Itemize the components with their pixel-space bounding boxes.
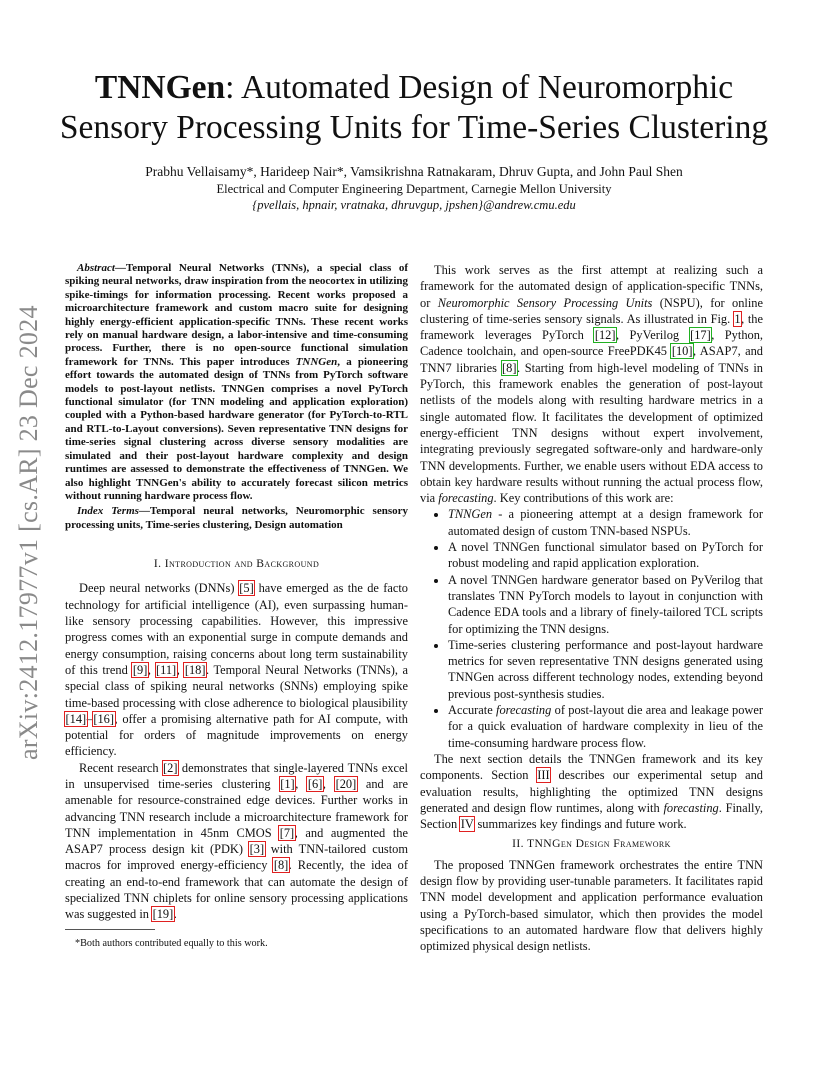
- citation-link[interactable]: [1]: [280, 776, 295, 791]
- text: ,: [295, 776, 308, 791]
- text: , PyVerilog: [615, 328, 690, 343]
- citation-link[interactable]: [11]: [156, 662, 177, 677]
- citation-link[interactable]: [12]: [594, 328, 616, 343]
- author-list: Prabhu Vellaisamy*, Harideep Nair*, Vamsikrishna Ratnakaram, Dhruv Gupta, and John Paul Shen: [145, 164, 683, 179]
- index-terms-label: Index Terms: [77, 505, 139, 518]
- emphasis: forecasting: [663, 800, 719, 815]
- text: - a pioneering attempt at a design framework for automated design of custom TNN-based NSPUs.: [448, 507, 763, 538]
- text: describes our experimental setup and evaluation results, highlighting the optimized TNN designs generated and design flow runtimes, along with: [420, 768, 763, 815]
- emphasis: forecasting: [496, 703, 552, 718]
- text: .: [173, 907, 177, 922]
- section-link[interactable]: IV: [460, 817, 474, 832]
- text: ,: [147, 662, 156, 677]
- footnote-divider: [65, 929, 155, 930]
- abstract-text-a: —Temporal Neural Networks (TNNs), a special class of spiking neural networks, draw inspiration from the neocortex in utilizing spike-timings for information processing. Recent works proposed a microarchitecture framework and custom macro suite for designing highly energy-efficient application-specific TNNs. These recent works rely on manual hardware design, a labor-intensive and time-consuming process. Further, there is no open-source functional simulation framework for TNNs. This paper introduces: [65, 262, 408, 368]
- citation-link[interactable]: [6]: [307, 776, 323, 791]
- email-list: {pvellais, hpnair, vratnaka, dhruvgup, jpshen}@andrew.cmu.edu: [252, 198, 576, 212]
- citation-link[interactable]: [10]: [671, 344, 693, 359]
- citation-link[interactable]: [8]: [502, 360, 517, 375]
- right-paragraph-3: The proposed TNNGen framework orchestrates the entire TNN design flow by providing user-tunable parameters. It facilitates rapid TNN model development and application performance evaluation using a PyTorch-based simulator, which then provides the model specifications to an automated hardware flow that delivers highly optimized physical design netlists.: [420, 857, 763, 954]
- text: Deep neural networks (DNNs): [79, 581, 239, 596]
- text: –: [86, 711, 93, 726]
- section-heading: II. TNNGen Design Framework: [512, 837, 671, 851]
- citation-link[interactable]: [14]: [65, 711, 87, 726]
- citation-link[interactable]: [16]: [93, 711, 115, 726]
- affiliation: Electrical and Computer Engineering Department, Carnegie Mellon University: [216, 182, 612, 196]
- list-item: [448, 572, 763, 637]
- citation-link[interactable]: [18]: [184, 662, 206, 677]
- text: , the framework leverages PyTorch: [420, 311, 763, 343]
- text: . Finally, Section: [420, 800, 763, 832]
- list-item: [448, 539, 763, 572]
- list-item: [448, 702, 763, 751]
- right-paragraph-2: [420, 751, 763, 832]
- section-heading: I. Introduction and Background: [153, 557, 320, 571]
- text: have emerged as the de facto technology for artificial intelligence (AI), even surpassing human-like sensory processing capabilities. However, this impressive progress comes with an exponential surge in compute demands and energy consumption, raising concerns about long term sustainability of this trend: [65, 581, 408, 677]
- text: A novel TNNGen functional simulator based on PyTorch for robust modeling and rapid application exploration.: [448, 540, 763, 571]
- abstract-label: Abstract: [77, 262, 115, 274]
- text: Accurate: [448, 703, 497, 718]
- text: . Key contributions of this work are:: [493, 491, 674, 506]
- title-line2: Sensory Processing Units for Time-Series Clustering: [59, 109, 769, 146]
- text: (NSPU), for online clustering of time-series sensory signals. As illustrated in Fig.: [420, 295, 764, 326]
- text: ,: [322, 776, 336, 791]
- text: Time-series clustering performance and post-layout hardware metrics for seven representative TNN designs generated using TNNGen across different technology nodes, extending beyond previous post-synthesis studies.: [448, 637, 763, 701]
- citation-link[interactable]: [20]: [335, 776, 357, 791]
- title-rest: : Automated Design of Neuromorphic: [225, 69, 734, 106]
- citation-link[interactable]: [2]: [163, 760, 178, 775]
- figure-link[interactable]: 1: [734, 311, 741, 326]
- abstract-em: TNNGen: [295, 355, 338, 368]
- footnote: *Both authors contributed equally to this work.: [75, 937, 268, 949]
- intro-paragraph-2: [65, 760, 408, 923]
- text: of post-layout die area and leakage power for a quick evaluation of hardware complexity in lieu of the time-consuming hardware process flow.: [448, 703, 763, 750]
- text: with TNN-tailored custom macros for improved energy-efficiency: [65, 842, 409, 873]
- text: . Starting from high-level modeling of TNNs in PyTorch, this framework enables the generation of post-layout netlists of the models along with resulting hardware metrics in a single automated flow. It facilitates the development of optimized energy-efficient TNN designs without expert involvement, integrating previously segregated software-only and hardware-only TNN developments. Further, we enable users without EDA access to obtain key hardware results without running the actual process flow, via: [420, 360, 763, 506]
- intro-paragraph-1: [65, 580, 408, 759]
- citation-link[interactable]: [19]: [152, 907, 174, 922]
- list-item: [448, 506, 763, 539]
- citation-link[interactable]: [17]: [690, 328, 711, 343]
- emphasis: forecasting: [438, 491, 494, 506]
- text: , Python, Cadence toolchain, and open-source FreePDK45: [420, 328, 764, 359]
- text: demonstrates that single-layered TNNs excel in unsupervised time-series clustering: [65, 760, 409, 791]
- text: . Temporal Neural Networks (TNNs), a special class of spiking neural networks (SNNs) employing spike time-based processing with close adherence to biological plausibility: [65, 662, 409, 710]
- contribution-list: [420, 506, 763, 750]
- list-item: [448, 637, 763, 702]
- right-column: [420, 262, 763, 954]
- citation-link[interactable]: [3]: [249, 842, 265, 857]
- text: summarizes key findings and future work.: [474, 817, 687, 832]
- text: and are amenable for resource-constrained edge devices. Further works in advancing TNN research include a microarchitecture framework for TNN implementation in 45nm CMOS: [65, 776, 408, 840]
- left-column: [65, 262, 408, 952]
- text: Recent research: [79, 760, 163, 775]
- right-paragraph-1: [420, 262, 763, 506]
- index-terms: [65, 505, 408, 532]
- arxiv-identifier: arXiv:2412.17977v1 [cs.AR] 23 Dec 2024: [14, 305, 43, 760]
- text: A novel TNNGen hardware generator based on PyVerilog that translates TNN PyTorch models to layout in conjunction with Cadence EDA tools and a library of finely-tailored TCL scripts for optimizing the TNN designs.: [448, 572, 763, 636]
- text: This work serves as the first attempt at realizing such a framework for the automated design of application-specific TNNs, or: [420, 263, 763, 310]
- citation-link[interactable]: [7]: [279, 825, 295, 840]
- paper-title: [40, 68, 788, 148]
- emphasis: TNNGen: [448, 507, 493, 522]
- text: The next section details the TNNGen framework and its key components. Section: [420, 751, 763, 783]
- citation-link[interactable]: [8]: [273, 858, 289, 873]
- text: , offer a promising alternative path for AI compute, with potential for orders of magnitude improvements on energy efficiency.: [65, 711, 408, 759]
- citation-link[interactable]: [5]: [239, 581, 254, 596]
- abstract: [65, 262, 408, 503]
- citation-link[interactable]: [9]: [132, 662, 148, 677]
- text: , ASAP7, and TNN7 libraries: [420, 344, 763, 375]
- title-bold: TNNGen: [94, 69, 226, 106]
- text: . Recently, the idea of creating an end-to-end framework that can automate the design of specialized TNN chiplets for online sensory processing applications was suggested in: [65, 858, 408, 922]
- section-link[interactable]: III: [537, 768, 550, 783]
- text: ,: [176, 662, 185, 677]
- emphasis: Neuromorphic Sensory Processing Units: [437, 295, 653, 310]
- index-terms-text: —Temporal neural networks, Neuromorphic sensory processing units, Time-series clustering, Design automation: [65, 505, 408, 531]
- text: , and augmented the ASAP7 process design kit (PDK): [65, 825, 408, 857]
- abstract-text-b: , a pioneering effort towards the automated design of TNNs from PyTorch software models to post-layout netlists. TNNGen comprises a novel PyTorch functional simulator (for TNN modeling and application exploration) coupled with a Python-based hardware generator (for PyTorch-to-RTL and RTL-to-Layout conversions). Seven representative TNN designs for time-series signal clustering across diverse sensory modalities are simulated and their post-layout hardware complexity and design runtimes are assessed to demonstrate the effectiveness of TNNGen. We also highlight TNNGen's ability to accurately forecast silicon metrics without running hardware process flow.: [65, 355, 408, 502]
